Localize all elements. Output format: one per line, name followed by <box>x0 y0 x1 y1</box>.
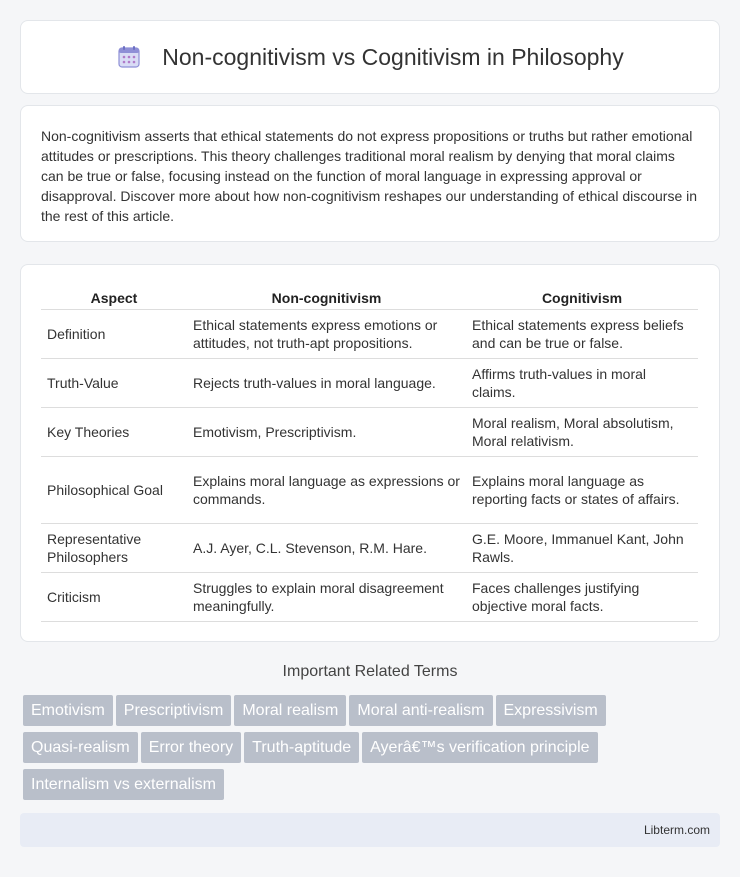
table-cell: Ethical statements express beliefs and can be true or false. <box>466 309 698 358</box>
tag-prescriptivism[interactable]: Prescriptivism <box>116 695 232 726</box>
table-cell: Representative Philosophers <box>41 523 187 572</box>
table-row <box>41 358 698 407</box>
header-aspect: Aspect <box>41 285 187 309</box>
tag-moral-realism[interactable]: Moral realism <box>234 695 346 726</box>
table-cell: Explains moral language as expressions or commands. <box>187 456 466 523</box>
table-row <box>41 456 698 523</box>
table-cell: Faces challenges justifying objective moral facts. <box>466 572 698 621</box>
table-cell: Definition <box>41 309 187 358</box>
table-cell: A.J. Ayer, C.L. Stevenson, R.M. Hare. <box>187 523 466 572</box>
table-cell: Rejects truth-values in moral language. <box>187 358 466 407</box>
tag-verification-principle[interactable]: Ayerâ€™s verification principle <box>362 732 597 763</box>
comparison-table-card <box>20 264 720 642</box>
footer-site-link[interactable]: Libterm.com <box>643 823 710 837</box>
related-tags <box>23 695 723 806</box>
table-cell: G.E. Moore, Immanuel Kant, John Rawls. <box>466 523 698 572</box>
footer <box>20 813 720 847</box>
tag-internalism-vs-externalism[interactable]: Internalism vs externalism <box>23 769 224 800</box>
tag-quasi-realism[interactable]: Quasi-realism <box>23 732 138 763</box>
related-terms-title: Important Related Terms <box>282 663 458 680</box>
table-cell: Affirms truth-values in moral claims. <box>466 358 698 407</box>
table-cell: Struggles to explain moral disagreement meaningfully. <box>187 572 466 621</box>
table-cell: Emotivism, Prescriptivism. <box>187 407 466 456</box>
table-row <box>41 523 698 572</box>
table-row <box>41 407 698 456</box>
tag-expressivism[interactable]: Expressivism <box>496 695 606 726</box>
intro-text: Non-cognitivism asserts that ethical statements do not express propositions or truths but rather emotional attitudes or prescriptions. This theory challenges traditional moral realism by denying that moral claims can be true or false, focusing instead on the function of moral language in expressing approval or disapproval. Discover more about how non-cognitivism reshapes our understanding of ethical discourse in the rest of this article. <box>41 128 698 224</box>
table-cell: Ethical statements express emotions or attitudes, not truth-apt propositions. <box>187 309 466 358</box>
table-row <box>41 572 698 621</box>
header-card <box>20 20 720 94</box>
tag-error-theory[interactable]: Error theory <box>141 732 241 763</box>
tag-emotivism[interactable]: Emotivism <box>23 695 113 726</box>
table-cell: Criticism <box>41 572 187 621</box>
table-cell: Key Theories <box>41 407 187 456</box>
header-non-cognitivism: Non-cognitivism <box>187 285 466 309</box>
page-title: Non-cognitivism vs Cognitivism in Philosophy <box>162 43 624 70</box>
table-cell: Explains moral language as reporting facts or states of affairs. <box>466 456 698 523</box>
header-cognitivism: Cognitivism <box>466 285 698 309</box>
tag-moral-anti-realism[interactable]: Moral anti-realism <box>349 695 492 726</box>
table-row <box>41 309 698 358</box>
table-cell: Truth-Value <box>41 358 187 407</box>
table-cell: Moral realism, Moral absolutism, Moral relativism. <box>466 407 698 456</box>
comparison-table <box>41 285 698 622</box>
intro-card <box>20 105 720 242</box>
calendar-icon <box>116 44 142 70</box>
tag-truth-aptitude[interactable]: Truth-aptitude <box>244 732 359 763</box>
table-cell: Philosophical Goal <box>41 456 187 523</box>
